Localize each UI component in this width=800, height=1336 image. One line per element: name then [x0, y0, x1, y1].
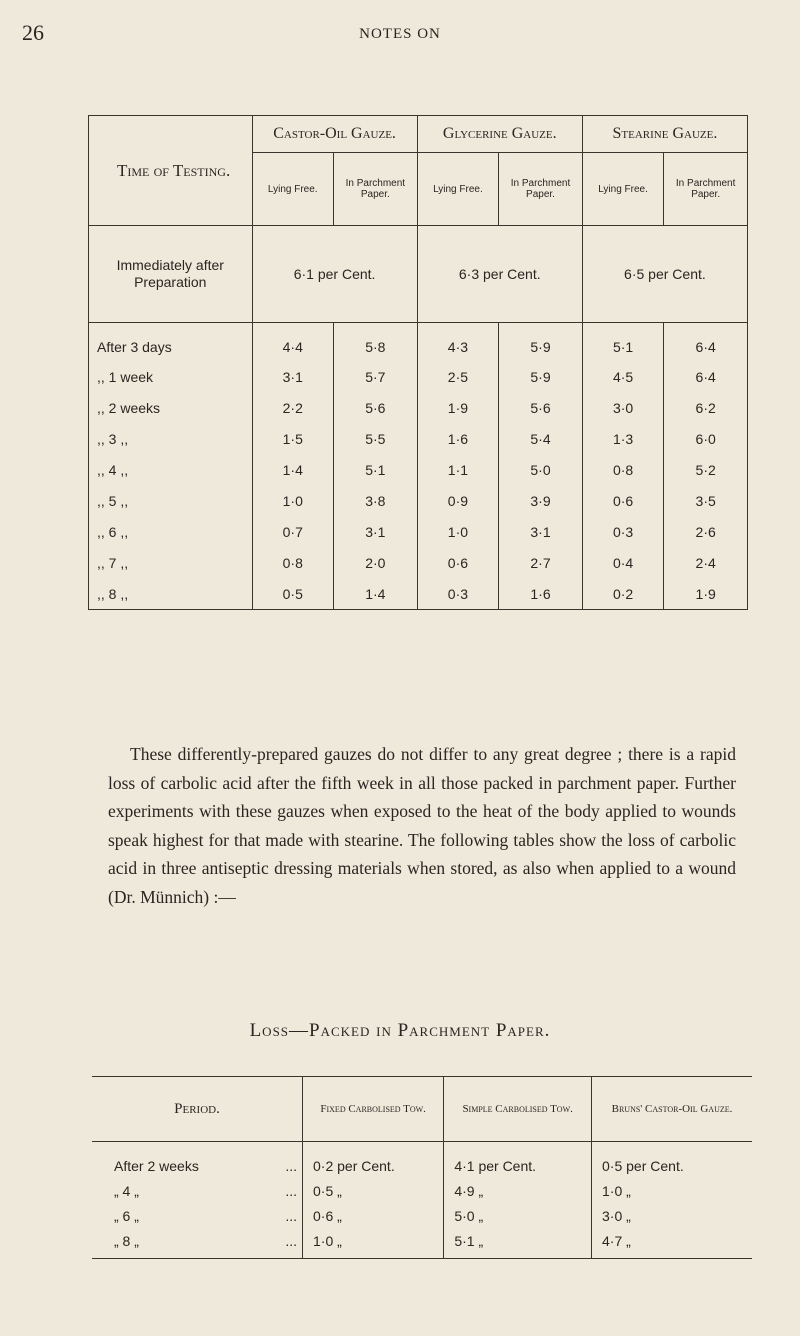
table-cell: 0·2	[582, 578, 663, 610]
table-cell: 5·1	[334, 454, 418, 485]
table-cell: 1·0	[417, 516, 498, 547]
sub-header: In Parchment Paper.	[499, 153, 583, 226]
table-cell: 3·0	[582, 392, 663, 423]
table-cell: 6·4	[664, 323, 748, 362]
table-cell: 5·1 „	[444, 1228, 592, 1259]
table-cell: 1·0 „	[303, 1228, 444, 1259]
table-cell: 0·6	[417, 547, 498, 578]
table-cell: 1·1	[417, 454, 498, 485]
table-cell: 1·4	[252, 454, 333, 485]
table-cell: 5·0	[499, 454, 583, 485]
row-label: After 3 days	[89, 323, 253, 362]
table-row	[89, 361, 748, 392]
row-label: ,, 5 ,,	[89, 485, 253, 516]
table-row	[92, 1203, 752, 1228]
table-row	[89, 578, 748, 610]
sub-header: In Parchment Paper.	[664, 153, 748, 226]
leader-dots: ...	[285, 1207, 297, 1224]
table-cell: 2·7	[499, 547, 583, 578]
gauze-table	[88, 115, 748, 610]
table-row	[89, 454, 748, 485]
leader-dots: ...	[285, 1232, 297, 1249]
table-cell: 5·6	[334, 392, 418, 423]
table-cell: 4·3	[417, 323, 498, 362]
table-cell: 5·9	[499, 361, 583, 392]
period-label: After 2 weeks	[114, 1157, 199, 1174]
row-label: ,, 3 ,,	[89, 423, 253, 454]
table-cell: 3·0 „	[592, 1203, 752, 1228]
table-cell: 0·6 „	[303, 1203, 444, 1228]
table-cell: 4·1 per Cent.	[444, 1142, 592, 1179]
table-cell: 6·4	[664, 361, 748, 392]
table-cell: 3·8	[334, 485, 418, 516]
table-cell: 0·7	[252, 516, 333, 547]
immediate-value: 6·3 per Cent.	[417, 226, 582, 323]
castor-oil-gauze-header: Castor-Oil Gauze.	[252, 116, 417, 153]
table-cell: 2·6	[664, 516, 748, 547]
page-number: 26	[22, 20, 44, 45]
table-cell: 1·0 „	[592, 1178, 752, 1203]
table-cell: 2·0	[334, 547, 418, 578]
running-title: NOTES ON	[359, 26, 441, 42]
immediate-label: Immediately after Preparation	[89, 226, 253, 323]
table-cell: 1·0	[252, 485, 333, 516]
table-cell: 5·5	[334, 423, 418, 454]
table-cell: 3·1	[334, 516, 418, 547]
table-cell: 5·2	[664, 454, 748, 485]
row-label: ,, 8 ,,	[89, 578, 253, 610]
table-cell: 0·5	[252, 578, 333, 610]
table-cell: 4·9 „	[444, 1178, 592, 1203]
loss-table-title: Loss—Packed in Parchment Paper.	[249, 1020, 551, 1041]
table-row	[92, 1142, 752, 1179]
immediate-value: 6·1 per Cent.	[252, 226, 417, 323]
table-cell: 2·4	[664, 547, 748, 578]
table-cell: 6·2	[664, 392, 748, 423]
row-label: ,, 2 weeks	[89, 392, 253, 423]
table-cell: 5·8	[334, 323, 418, 362]
row-label: ,, 1 week	[89, 361, 253, 392]
immediate-value: 6·5 per Cent.	[582, 226, 747, 323]
table-cell: 0·2 per Cent.	[303, 1142, 444, 1179]
loss-table	[92, 1076, 752, 1259]
table-cell: 4·7 „	[592, 1228, 752, 1259]
table-row	[89, 392, 748, 423]
table-cell: 0·5 „	[303, 1178, 444, 1203]
table-row	[89, 516, 748, 547]
leader-dots: ...	[285, 1157, 297, 1174]
fixed-tow-header: Fixed Carbolised Tow.	[303, 1077, 444, 1142]
table-row	[89, 547, 748, 578]
body-paragraph	[108, 740, 736, 911]
sub-header: In Parchment Paper.	[334, 153, 418, 226]
sub-header: Lying Free.	[252, 153, 333, 226]
table-row	[89, 423, 748, 454]
table-cell: 0·3	[417, 578, 498, 610]
period-cell	[92, 1142, 303, 1179]
row-label: ,, 4 ,,	[89, 454, 253, 485]
table-cell: 0·5 per Cent.	[592, 1142, 752, 1179]
table-cell: 0·4	[582, 547, 663, 578]
table-cell: 1·6	[499, 578, 583, 610]
table-cell: 2·5	[417, 361, 498, 392]
table-row	[92, 1228, 752, 1259]
sub-header: Lying Free.	[582, 153, 663, 226]
table-cell: 3·5	[664, 485, 748, 516]
table-cell: 5·6	[499, 392, 583, 423]
table-cell: 1·3	[582, 423, 663, 454]
table-cell: 5·0 „	[444, 1203, 592, 1228]
table-cell: 0·3	[582, 516, 663, 547]
period-cell	[92, 1228, 303, 1259]
table-cell: 6·0	[664, 423, 748, 454]
glycerine-gauze-header: Glycerine Gauze.	[417, 116, 582, 153]
sub-header: Lying Free.	[417, 153, 498, 226]
table-cell: 5·7	[334, 361, 418, 392]
table-cell: 1·9	[664, 578, 748, 610]
table-cell: 5·9	[499, 323, 583, 362]
table-cell: 1·9	[417, 392, 498, 423]
row-label: ,, 6 ,,	[89, 516, 253, 547]
table-cell: 0·6	[582, 485, 663, 516]
table-cell: 3·1	[499, 516, 583, 547]
stearine-gauze-header: Stearine Gauze.	[582, 116, 747, 153]
table-cell: 3·9	[499, 485, 583, 516]
table-cell: 0·8	[582, 454, 663, 485]
bruns-gauze-header: Bruns' Castor-Oil Gauze.	[592, 1077, 752, 1142]
table-cell: 2·2	[252, 392, 333, 423]
table-cell: 1·6	[417, 423, 498, 454]
period-label: „ 6 „	[114, 1207, 139, 1224]
row-label: ,, 7 ,,	[89, 547, 253, 578]
paragraph-text: These differently-prepared gauzes do not differ to any great degree ; there is a rapid loss of carbolic acid after the fifth week in all those packed in parchment paper. Further experiments with these gauzes when exposed to the heat of the body applied to wounds speak highest for that made with stearine. The following tables show the loss of carbolic acid in three antiseptic dressing materials when stored, as also when applied to a wound (Dr. Münnich) :—	[108, 744, 736, 907]
table-cell: 5·1	[582, 323, 663, 362]
table-cell: 5·4	[499, 423, 583, 454]
leader-dots: ...	[285, 1182, 297, 1199]
table-cell: 4·4	[252, 323, 333, 362]
time-of-testing-header: Time of Testing.	[89, 116, 253, 226]
period-label: „ 4 „	[114, 1182, 139, 1199]
table-cell: 0·8	[252, 547, 333, 578]
period-cell	[92, 1203, 303, 1228]
period-cell	[92, 1178, 303, 1203]
table-cell: 1·4	[334, 578, 418, 610]
table-cell: 3·1	[252, 361, 333, 392]
table-row	[92, 1178, 752, 1203]
table-cell: 4·5	[582, 361, 663, 392]
table-row	[89, 485, 748, 516]
period-label: „ 8 „	[114, 1232, 139, 1249]
table-row	[89, 323, 748, 362]
table-cell: 1·5	[252, 423, 333, 454]
table-cell: 0·9	[417, 485, 498, 516]
simple-tow-header: Simple Carbolised Tow.	[444, 1077, 592, 1142]
period-header: Period.	[92, 1077, 303, 1142]
